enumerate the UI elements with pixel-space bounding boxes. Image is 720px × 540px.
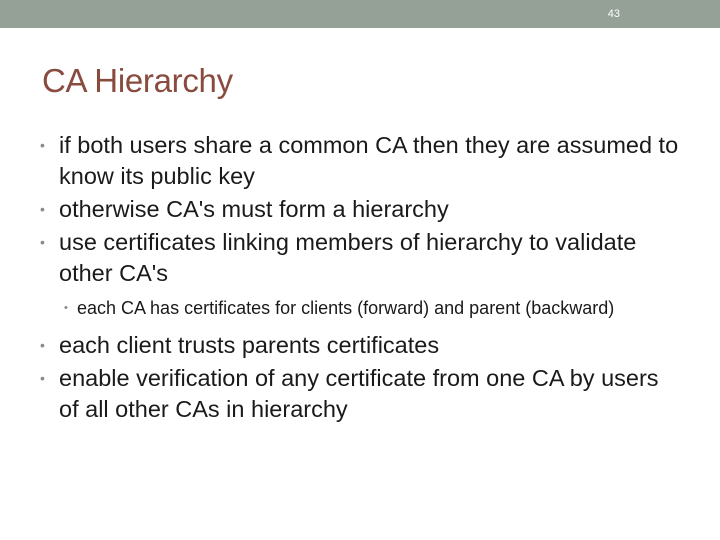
slide-title: CA Hierarchy [42, 62, 233, 99]
bullet-item [40, 194, 680, 225]
bullet-dot-icon: • [40, 337, 45, 353]
bullet-text: each client trusts parents certificates [59, 332, 440, 358]
bullet-dot-icon: • [40, 370, 45, 386]
bullet-dot-icon: • [40, 137, 45, 153]
bullet-item [40, 330, 680, 361]
bullet-text: otherwise CA's must form a hierarchy [59, 196, 449, 222]
top-bar [0, 0, 720, 28]
bullet-text: use certificates linking members of hierarchy to validate other CA's [59, 229, 637, 286]
bullet-item [40, 130, 680, 192]
bullet-text: if both users share a common CA then they are assumed to know its public key [59, 132, 679, 189]
slide-content [40, 130, 680, 427]
page-number: 43 [607, 8, 620, 20]
sub-bullet-text: each CA has certificates for clients (forward) and parent (backward) [77, 298, 615, 318]
bullet-text: enable verification of any certificate from one CA by users of all other CAs in hierarchy [59, 365, 659, 422]
bullet-item [40, 363, 680, 425]
bullet-dot-icon: • [40, 234, 45, 250]
bullet-dot-icon: • [40, 201, 45, 217]
sub-bullet-item [40, 297, 680, 320]
bullet-item [40, 227, 680, 289]
bullet-dot-icon: • [64, 302, 68, 314]
